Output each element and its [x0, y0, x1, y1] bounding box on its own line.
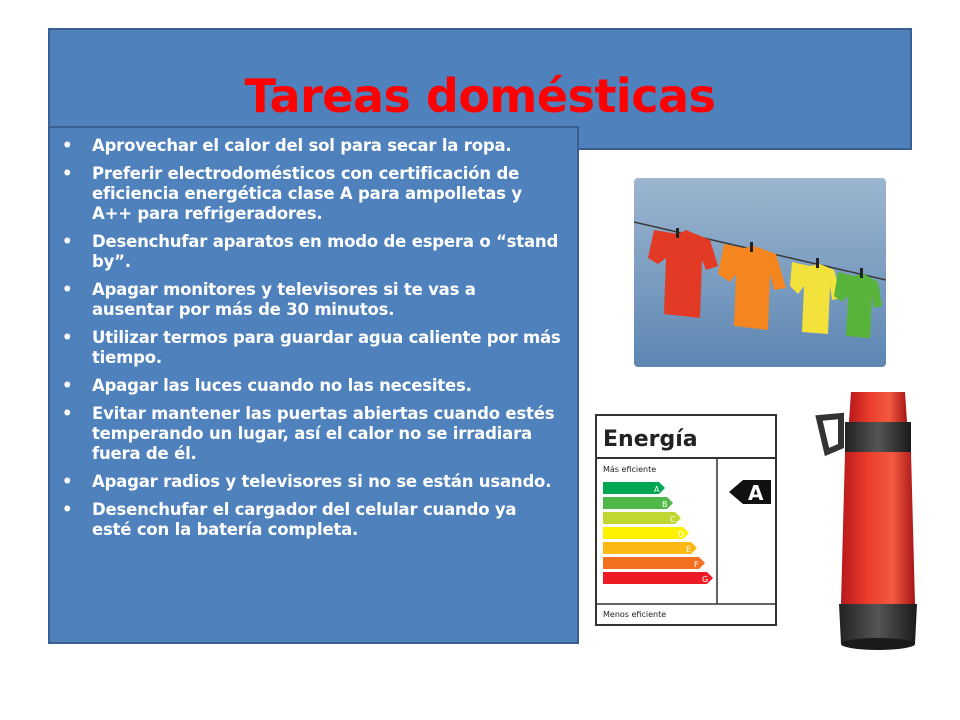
- bullet-item: • Aprovechar el calor del sol para secar la ropa.: [92, 136, 561, 156]
- class-f-letter: F: [694, 560, 699, 569]
- energy-label-bottom-text: Menos eficiente: [603, 610, 667, 619]
- content-box: [48, 126, 579, 644]
- illustration-area: [579, 150, 941, 660]
- class-e-letter: E: [686, 545, 692, 554]
- slide-title: Tareas domésticas: [244, 69, 716, 123]
- bullet-item: • Desenchufar aparatos en modo de espera o “stand by”.: [92, 232, 561, 272]
- bullet-item: • Apagar las luces cuando no las necesites.: [92, 376, 561, 396]
- energy-label: [595, 414, 777, 626]
- bullet-item: • Evitar mantener las puertas abiertas cuando estés temperando un lugar, así el calor no se irradiara fuera de él.: [92, 404, 561, 464]
- class-a-letter: A: [654, 485, 660, 494]
- bullet-item: • Utilizar termos para guardar agua caliente por más tiempo.: [92, 328, 561, 368]
- energy-label-heading: Energía: [603, 427, 698, 452]
- rating-letter: A: [748, 481, 764, 505]
- clothesline-photo: [634, 178, 886, 367]
- class-g-letter: G: [702, 575, 709, 584]
- bullet-item: • Apagar monitores y televisores si te vas a ausentar por más de 30 minutos.: [92, 280, 561, 320]
- bullet-list: [50, 128, 577, 540]
- class-d-letter: D: [678, 530, 685, 539]
- class-b-letter: B: [662, 500, 668, 509]
- bullet-item: • Desenchufar el cargador del celular cuando ya esté con la batería completa.: [92, 500, 561, 540]
- thermos-image: [801, 382, 937, 658]
- energy-label-top-text: Más eficiente: [603, 465, 657, 474]
- bullet-item: • Apagar radios y televisores si no se están usando.: [92, 472, 561, 492]
- class-c-letter: C: [670, 515, 676, 524]
- bullet-item: • Preferir electrodomésticos con certificación de eficiencia energética clase A para ampolletas y A++ para refrigeradores.: [92, 164, 561, 224]
